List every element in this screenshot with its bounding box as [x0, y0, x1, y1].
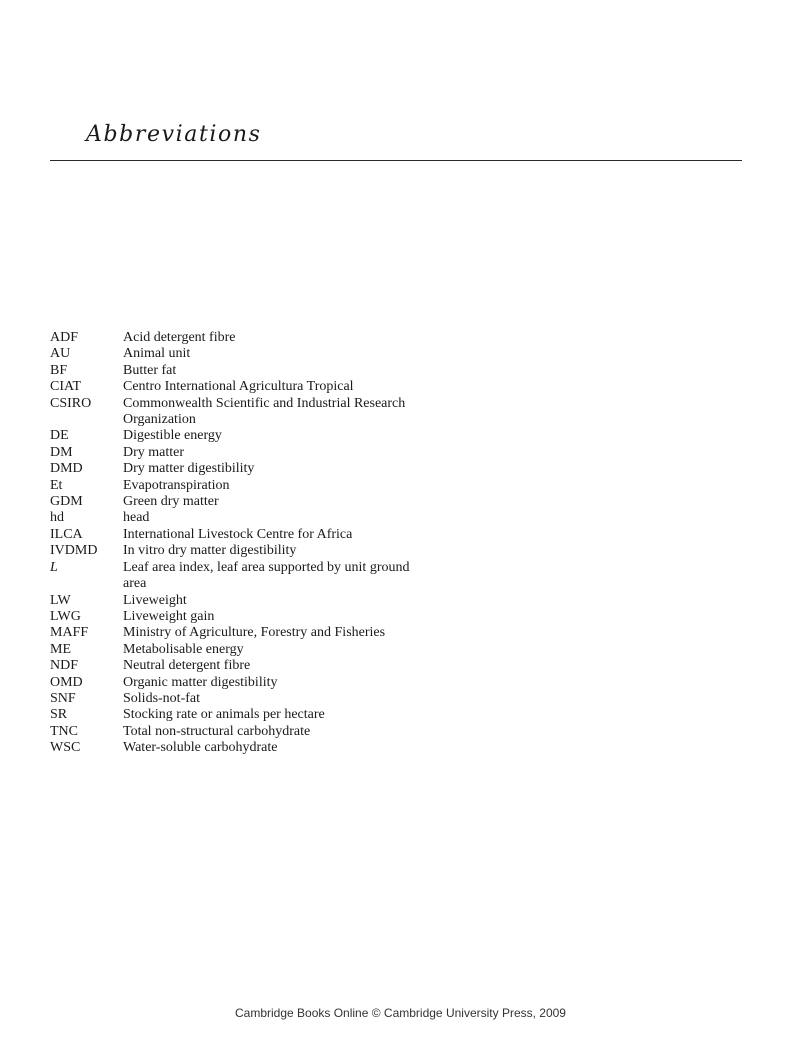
abbreviation-definition: Stocking rate or animals per hectare	[123, 707, 325, 723]
abbreviation-term: LWG	[50, 608, 81, 624]
abbreviation-definition: Metabolisable energy	[123, 641, 244, 657]
abbreviation-term: DE	[50, 428, 69, 444]
abbreviation-row	[50, 379, 410, 395]
abbreviation-term: BF	[50, 362, 68, 378]
abbreviation-row	[50, 740, 410, 756]
abbreviation-term: GDM	[50, 494, 83, 510]
abbreviation-term: AU	[50, 346, 71, 362]
abbreviation-definition: Total non-structural carbohydrate	[123, 723, 311, 739]
abbreviation-term: WSC	[50, 740, 81, 756]
abbreviation-row	[50, 609, 410, 625]
abbreviation-row	[50, 707, 410, 723]
abbreviation-definition: International Livestock Centre for Africa	[123, 526, 353, 542]
abbreviation-row	[50, 330, 410, 346]
abbreviation-row	[50, 625, 410, 641]
abbreviation-row	[50, 691, 410, 707]
abbreviation-row	[50, 675, 410, 691]
abbreviation-definition: Dry matter digestibility	[123, 461, 255, 477]
abbreviation-term: ILCA	[50, 526, 83, 542]
abbreviation-term: NDF	[50, 658, 79, 674]
abbreviation-row	[50, 445, 410, 461]
abbreviation-term: OMD	[50, 674, 83, 690]
abbreviation-row	[50, 510, 410, 526]
abbreviation-definition: Liveweight	[123, 592, 187, 608]
abbreviation-definition: Solids-not-fat	[123, 690, 200, 706]
abbreviation-row	[50, 494, 410, 510]
abbreviation-definition: Evapotranspiration	[123, 477, 230, 493]
abbreviation-definition: Water-soluble carbohydrate	[123, 740, 278, 756]
abbreviation-term: CSIRO	[50, 395, 92, 411]
abbreviation-term: SR	[50, 707, 68, 723]
abbreviation-term: L	[50, 559, 58, 575]
abbreviation-term: TNC	[50, 723, 78, 739]
abbreviation-definition: Acid detergent fibre	[123, 330, 236, 345]
abbreviation-definition: Digestible energy	[123, 428, 222, 444]
abbreviation-row	[50, 593, 410, 609]
copyright-footer: Cambridge Books Online © Cambridge University Press, 2009	[235, 1006, 566, 1020]
abbreviation-definition: Commonwealth Scientific and Industrial Research Organization	[123, 395, 406, 428]
abbreviation-list	[50, 330, 410, 757]
abbreviation-term: DMD	[50, 461, 83, 477]
abbreviation-row	[50, 396, 410, 429]
abbreviation-definition: In vitro dry matter digestibility	[123, 543, 297, 559]
abbreviation-term: hd	[50, 510, 64, 526]
abbreviation-definition: Neutral detergent fibre	[123, 658, 251, 674]
abbreviation-definition: Dry matter	[123, 444, 185, 460]
abbreviation-term: Et	[50, 477, 63, 493]
heading-divider	[50, 160, 742, 161]
abbreviation-row	[50, 658, 410, 674]
abbreviation-definition: Liveweight gain	[123, 608, 215, 624]
abbreviation-term: CIAT	[50, 379, 82, 395]
abbreviation-definition: head	[123, 510, 150, 526]
abbreviation-term: MAFF	[50, 625, 89, 641]
abbreviation-definition: Green dry matter	[123, 494, 219, 510]
abbreviation-definition: Centro International Agricultura Tropical	[123, 379, 354, 395]
abbreviation-term: ADF	[50, 330, 79, 345]
abbreviation-term: SNF	[50, 690, 76, 706]
abbreviation-row	[50, 642, 410, 658]
abbreviation-definition: Leaf area index, leaf area supported by unit ground area	[123, 559, 410, 592]
page-title: Abbreviations	[86, 122, 262, 147]
abbreviation-term: IVDMD	[50, 543, 98, 559]
abbreviation-term: ME	[50, 641, 71, 657]
abbreviation-row	[50, 543, 410, 559]
abbreviation-definition: Animal unit	[123, 346, 191, 362]
abbreviation-definition: Butter fat	[123, 362, 177, 378]
abbreviation-row	[50, 363, 410, 379]
abbreviation-row	[50, 560, 410, 593]
abbreviation-row	[50, 478, 410, 494]
abbreviation-definition: Organic matter digestibility	[123, 674, 278, 690]
abbreviation-row	[50, 724, 410, 740]
abbreviation-row	[50, 461, 410, 477]
abbreviation-row	[50, 346, 410, 362]
abbreviation-row	[50, 527, 410, 543]
abbreviation-row	[50, 428, 410, 444]
abbreviation-term: LW	[50, 592, 71, 608]
abbreviation-term: DM	[50, 444, 73, 460]
abbreviation-definition: Ministry of Agriculture, Forestry and Fisheries	[123, 625, 386, 641]
